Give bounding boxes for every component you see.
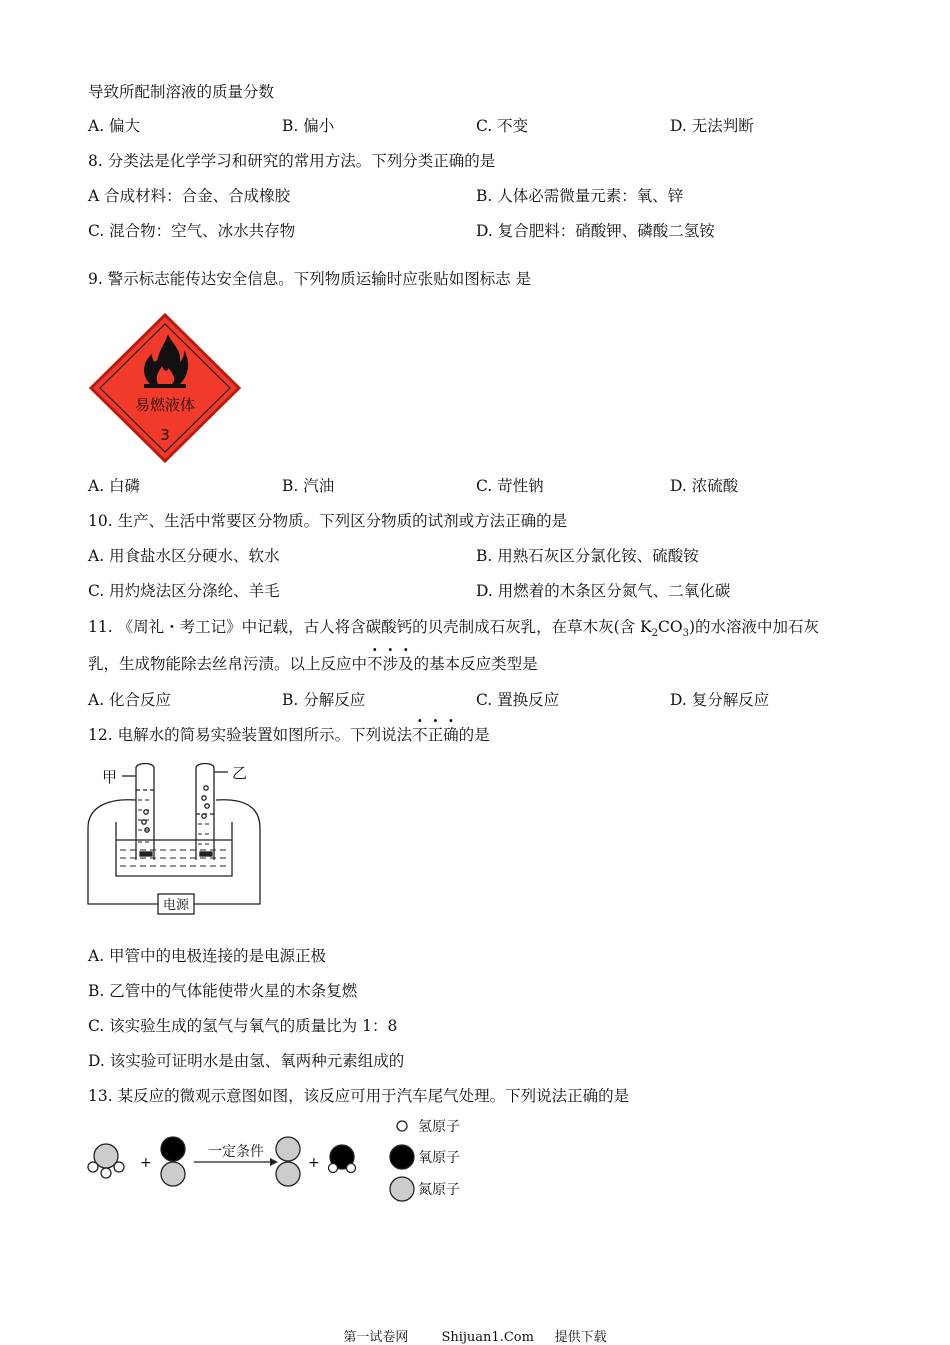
q11-option-a: A. 化合反应 bbox=[88, 691, 172, 709]
legend-nitrogen: 氮原子 bbox=[418, 1182, 460, 1198]
q12-option-d: D. 该实验可证明水是由氢、氧两种元素组成的 bbox=[88, 1052, 405, 1070]
q10-stem: 10. 生产、生活中常要区分物质。下列区分物质的试剂或方法正确的是 bbox=[88, 512, 568, 530]
flammable-liquid-sign bbox=[88, 312, 242, 464]
q8-option-a: A 合成材料：合金、合成橡胶 bbox=[88, 187, 291, 205]
option-a: A. 偏大 bbox=[88, 117, 141, 135]
option-d: D. 无法判断 bbox=[670, 117, 754, 135]
q10-option-c: C. 用灼烧法区分涤纶、羊毛 bbox=[88, 582, 280, 600]
ammonia-molecule bbox=[88, 1144, 124, 1178]
label-yi: 乙 bbox=[232, 764, 248, 782]
sign-label: 易燃液体 bbox=[134, 396, 196, 414]
q8-stem: 8. 分类法是化学学习和研究的常用方法。下列分类正确的是 bbox=[88, 152, 496, 170]
sign-number: 3 bbox=[160, 426, 170, 444]
page-footer: 第一试卷网 Shijuan1.Com 提供下载 bbox=[343, 1330, 607, 1345]
q11-option-d: D. 复分解反应 bbox=[670, 691, 770, 709]
q9-option-a: A. 白磷 bbox=[88, 477, 141, 495]
q11-stem-line2: 乳，生成物能除去丝帛污渍。以上反应中不涉及的基本反应类型是 bbox=[88, 655, 538, 673]
electrolysis-apparatus bbox=[86, 758, 266, 918]
q8-option-c: C. 混合物：空气、冰水共存物 bbox=[88, 222, 296, 240]
q12-option-b: B. 乙管中的气体能使带火星的木条复燃 bbox=[88, 982, 358, 1000]
q8-option-b: B. 人体必需微量元素：氧、锌 bbox=[476, 187, 684, 205]
power-supply-label: 电源 bbox=[162, 898, 190, 913]
q9-option-c: C. 苛性钠 bbox=[476, 477, 544, 495]
water-molecule bbox=[329, 1145, 356, 1173]
q11-option-c: C. 置换反应 bbox=[476, 691, 560, 709]
q9-option-d: D. 浓硫酸 bbox=[670, 477, 739, 495]
legend-oxygen: 氧原子 bbox=[418, 1150, 460, 1166]
q12-option-a: A. 甲管中的电极连接的是电源正极 bbox=[88, 947, 327, 965]
q9-option-b: B. 汽油 bbox=[282, 477, 335, 495]
label-jia: 甲 bbox=[102, 768, 118, 786]
q11-option-b: B. 分解反应 bbox=[282, 691, 366, 709]
q9-stem: 9. 警示标志能传达安全信息。下列物质运输时应张贴如图标志 是 bbox=[88, 270, 532, 288]
q10-option-d: D. 用燃着的木条区分氮气、二氧化碳 bbox=[476, 582, 731, 600]
legend-hydrogen: 氢原子 bbox=[418, 1119, 460, 1135]
plus-sign: + bbox=[140, 1155, 152, 1171]
plus-sign: + bbox=[308, 1155, 320, 1171]
question-stem: 导致所配制溶液的质量分数 bbox=[88, 83, 275, 101]
q10-option-b: B. 用熟石灰区分氯化铵、硫酸铵 bbox=[476, 547, 699, 565]
option-b: B. 偏小 bbox=[282, 117, 335, 135]
q8-option-d: D. 复合肥料：硝酸钾、磷酸二氢铵 bbox=[476, 222, 715, 240]
q13-stem: 13. 某反应的微观示意图如图，该反应可用于汽车尾气处理。下列说法正确的是 bbox=[88, 1087, 630, 1105]
q10-option-a: A. 用食盐水区分硬水、软水 bbox=[88, 547, 280, 565]
reaction-diagram bbox=[86, 1112, 486, 1208]
option-c: C. 不变 bbox=[476, 117, 529, 135]
q11-stem-line1: 11. 《周礼・考工记》中记载，古人将含碳酸钙的贝壳制成石灰乳，在草木灰(含 $K_2CO_3$)的水溶液中加石灰 bbox=[88, 618, 820, 640]
no-molecule bbox=[161, 1137, 185, 1186]
reaction-condition: 一定条件 bbox=[208, 1144, 264, 1160]
legend bbox=[390, 1119, 460, 1201]
q12-stem: 12. 电解水的简易实验装置如图所示。下列说法不正确的是 bbox=[88, 726, 490, 744]
n2-molecule bbox=[276, 1137, 300, 1186]
q12-option-c: C. 该实验生成的氢气与氧气的质量比为 1：8 bbox=[88, 1017, 398, 1035]
